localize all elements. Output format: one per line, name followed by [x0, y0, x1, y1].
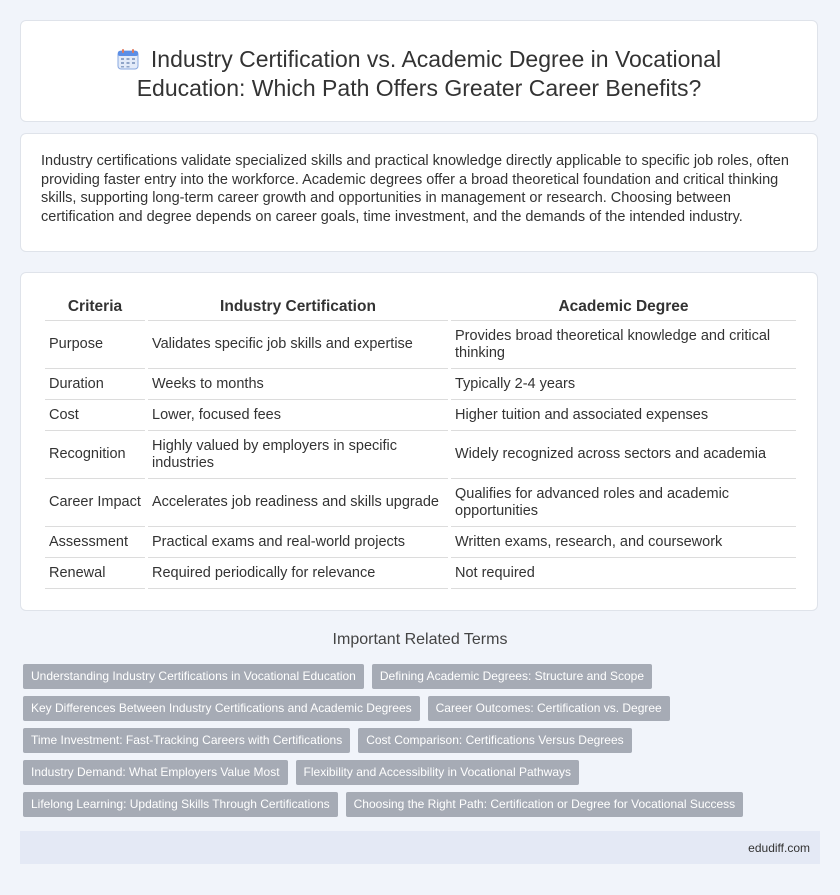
title-card — [20, 20, 818, 122]
calendar-icon — [117, 48, 139, 70]
related-term-tag[interactable]: Choosing the Right Path: Certification or Degree for Vocational Success — [346, 792, 744, 817]
header-degree: Academic Degree — [451, 294, 796, 321]
table-row — [45, 558, 796, 589]
comparison-table — [42, 294, 799, 589]
related-term-tag[interactable]: Defining Academic Degrees: Structure and Scope — [372, 664, 652, 689]
table-cell: Cost — [45, 400, 145, 431]
table-cell: Required periodically for relevance — [148, 558, 448, 589]
related-term-tag[interactable]: Career Outcomes: Certification vs. Degree — [428, 696, 670, 721]
table-row — [45, 527, 796, 558]
comparison-card — [20, 272, 818, 611]
intro-card — [20, 133, 818, 252]
table-row — [45, 479, 796, 527]
related-term-tag[interactable]: Key Differences Between Industry Certifications and Academic Degrees — [23, 696, 420, 721]
table-cell: Career Impact — [45, 479, 145, 527]
table-cell: Lower, focused fees — [148, 400, 448, 431]
related-terms-list — [23, 664, 823, 824]
table-cell: Qualifies for advanced roles and academic opportunities — [451, 479, 796, 527]
table-row — [45, 369, 796, 400]
table-header-row — [45, 294, 796, 321]
table-row — [45, 431, 796, 479]
table-cell: Highly valued by employers in specific industries — [148, 431, 448, 479]
table-row — [45, 400, 796, 431]
intro-text: Industry certifications validate specialized skills and practical knowledge directly applicable to specific job roles, often providing faster entry into the workforce. Academic degrees offer a broad theoretical foundation and critical thinking skills, supporting long-term career growth and opportunities in management or research. Choosing between certification and degree depends on career goals, time investment, and the demands of the intended industry. — [41, 153, 789, 225]
table-cell: Widely recognized across sectors and academia — [451, 431, 796, 479]
table-cell: Renewal — [45, 558, 145, 589]
header-criteria: Criteria — [45, 294, 145, 321]
related-term-tag[interactable]: Industry Demand: What Employers Value Most — [23, 760, 288, 785]
table-cell: Purpose — [45, 321, 145, 369]
related-terms-heading: Important Related Terms — [332, 631, 508, 648]
table-cell: Recognition — [45, 431, 145, 479]
table-cell: Written exams, research, and coursework — [451, 527, 796, 558]
header-certification: Industry Certification — [148, 294, 448, 321]
table-cell: Provides broad theoretical knowledge and critical thinking — [451, 321, 796, 369]
table-cell: Practical exams and real-world projects — [148, 527, 448, 558]
related-term-tag[interactable]: Lifelong Learning: Updating Skills Through Certifications — [23, 792, 338, 817]
footer — [20, 831, 820, 864]
related-term-tag[interactable]: Flexibility and Accessibility in Vocational Pathways — [296, 760, 579, 785]
table-cell: Accelerates job readiness and skills upgrade — [148, 479, 448, 527]
table-cell: Weeks to months — [148, 369, 448, 400]
table-cell: Assessment — [45, 527, 145, 558]
footer-site-link[interactable]: edudiff.com — [748, 841, 810, 855]
table-cell: Higher tuition and associated expenses — [451, 400, 796, 431]
title-line-1: Industry Certification vs. Academic Degree in Vocational — [150, 46, 722, 72]
table-row — [45, 321, 796, 369]
page-title — [21, 45, 817, 103]
related-term-tag[interactable]: Time Investment: Fast-Tracking Careers with Certifications — [23, 728, 350, 753]
related-term-tag[interactable]: Cost Comparison: Certifications Versus Degrees — [358, 728, 631, 753]
table-cell: Not required — [451, 558, 796, 589]
title-line-2: Education: Which Path Offers Greater Career Benefits? — [136, 75, 702, 101]
table-cell: Validates specific job skills and expertise — [148, 321, 448, 369]
table-cell: Duration — [45, 369, 145, 400]
related-term-tag[interactable]: Understanding Industry Certifications in Vocational Education — [23, 664, 364, 689]
table-cell: Typically 2-4 years — [451, 369, 796, 400]
